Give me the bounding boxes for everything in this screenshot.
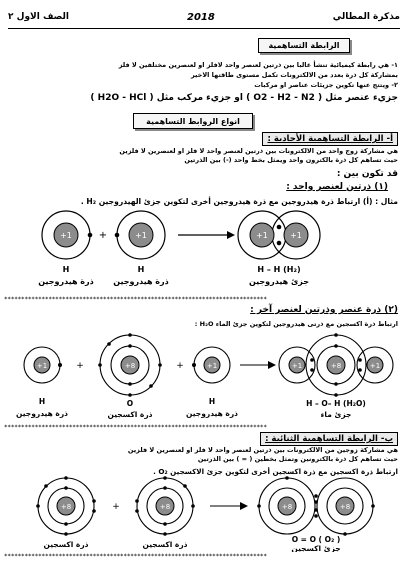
intro-line-2: بمشاركة كل ذرة بعدد من الالكترونات تكمل مستوى طاقتها الاخير <box>190 71 398 79</box>
o2-example: ارتباط ذرة اكسجين مع ذرة اكسجين أخرى لتكوين جزئ الاكسجين O₂ . <box>153 467 398 476</box>
o-atom-label-2: ذرة اكسجين <box>142 540 188 549</box>
h2o-molecule-label: جزئ ماء <box>320 410 352 419</box>
plus-sign: + <box>112 502 120 512</box>
covalent-bond-title-text: الرابطة التساهمية <box>268 41 340 50</box>
h-nucleus-label: +1 <box>206 362 218 370</box>
h2-example: مثال : (أ) ارتباط ذرة هيدروجين مع ذرة هيدروجين أخرى لتكوين جزئ الهيدروجين H₂ . <box>80 197 398 206</box>
author-title: مذكرة المطالي <box>332 12 400 22</box>
h2o-formula: H – O– H (H₂O) <box>306 399 366 408</box>
o2-formula: O = O ( O₂ ) <box>291 535 341 544</box>
reaction-arrow <box>178 231 235 239</box>
o-nucleus-label: +8 <box>60 503 72 511</box>
star-divider-3: ***************************************************************************** <box>4 553 267 560</box>
h2-molecule-label: جزئ هيدروجين <box>248 277 310 286</box>
h-symbol-4: H <box>208 397 216 406</box>
o-nucleus-label: +8 <box>281 503 293 511</box>
o-atom <box>98 333 162 397</box>
h-symbol-2: H <box>137 265 145 274</box>
o-nucleus-label: +8 <box>339 503 351 511</box>
o-atom-label-1: ذرة اكسجين <box>43 540 89 549</box>
o-nucleus-label: +8 <box>159 503 171 511</box>
reaction-arrow <box>240 361 276 369</box>
subcase-1-label: (١) ذرتين لعنصر واحد : <box>286 182 388 192</box>
h2-molecule-drawing <box>238 211 320 259</box>
o2-molecule-label: جزئ اكسجين <box>291 544 341 552</box>
covalent-bond-title <box>258 38 350 53</box>
h-atom-1 <box>42 211 92 259</box>
h2o-example: ارتباط ذرة اكسجين مع ذرتى هيدروجين لتكوين جزئ الماء H₂O : <box>194 320 398 328</box>
h-symbol-1: H <box>62 265 70 274</box>
h-nucleus-label: +1 <box>135 231 147 240</box>
h2o-molecule-drawing <box>279 333 393 397</box>
h-nucleus-label: +1 <box>291 362 303 370</box>
h2-diagram <box>0 210 408 290</box>
h-nucleus-label: +1 <box>36 362 48 370</box>
h-nucleus-label: +1 <box>60 231 72 240</box>
h-atom-3 <box>24 347 62 383</box>
h-atom-label-1: ذرة هيدروجين <box>38 277 94 286</box>
double-def-2: حيث تساهم كل ذرة بالكترونين وتمثل بخطين ( = ) بين الذرتين <box>197 455 398 463</box>
o-nucleus-label: +8 <box>330 362 342 370</box>
star-divider-1: ***************************************************************************** <box>4 296 267 303</box>
o2-diagram <box>0 476 408 552</box>
o-nucleus-label: +8 <box>124 362 136 370</box>
plus-sign: + <box>176 361 184 371</box>
plus-sign: + <box>76 361 84 371</box>
single-bond-heading: أ- الرابطة التساهمية الأحادية : <box>262 132 398 146</box>
may-form-label: قد تكون بين : <box>336 169 398 179</box>
reaction-arrow <box>210 502 248 510</box>
o-atom-2 <box>135 476 195 536</box>
year-label: 2018 <box>186 11 215 23</box>
o-atom-label: ذرة اكسجين <box>107 410 153 419</box>
single-def-1: هي مشاركة زوج واحد من الالكترونات بين ذرتين لعنصر واحد لا فلز او لعنصرين لا فلزين <box>119 147 398 155</box>
h-symbol-3: H <box>38 397 46 406</box>
h2-formula: H – H (H₂) <box>257 265 301 274</box>
double-bond-heading: ب- الرابطة التساهمية الثنائية : <box>260 432 398 446</box>
bond-types-title-text: انواع الروابط التساهمية <box>146 116 240 126</box>
intro-line-1: ١- هي رابطة كيميائية تنشأ غالبا بين ذرتين لعنصر واحد لافلز او لعنصرين مختلفين لا فلز <box>118 61 398 69</box>
h-atom-label-2: ذرة هيدروجين <box>113 277 169 286</box>
o-symbol: O <box>126 399 134 408</box>
bond-types-title <box>133 113 253 129</box>
h-atom-label-3: ذرة هيدروجين <box>16 409 68 418</box>
single-def-2: حيث تساهم كل ذرة بالكترون واحد ويمثل بخط واحد (-) بين الذرتين <box>184 156 398 164</box>
h2o-diagram <box>0 332 408 422</box>
plus-sign: + <box>98 230 108 241</box>
h-atom-4 <box>192 347 230 383</box>
page-header <box>8 6 400 29</box>
h-atom-2 <box>115 211 165 259</box>
intro-line-3: ٢- ويتتج عنها تكوين جزيئات عناصر او مركبات <box>254 81 398 89</box>
h-nucleus-label: +1 <box>369 362 381 370</box>
intro-line-4: جزيء عنصر مثل ( O2 - H2 - N2 ) او جزيء مركب مثل ( H2O - HCl ) <box>90 93 398 103</box>
h-atom-label-4: ذرة هيدروجين <box>186 409 238 418</box>
o-atom-1 <box>36 476 96 536</box>
h-nucleus-label: +1 <box>290 231 302 240</box>
o2-molecule-drawing <box>257 476 375 536</box>
subcase-2-label: (٢) ذرة عنصر وذرتين لعنصر آخر : <box>250 305 398 315</box>
star-divider-2: ***************************************************************************** <box>4 424 267 431</box>
grade-label: الصف الاول ٢ <box>8 12 70 22</box>
double-def-1: هي مشاركة زوجين من الالكترونات بين ذرتين لعنصر واحد لا فلز او لعنصرين لا فلزين <box>127 446 398 454</box>
h-nucleus-label: +1 <box>256 231 268 240</box>
